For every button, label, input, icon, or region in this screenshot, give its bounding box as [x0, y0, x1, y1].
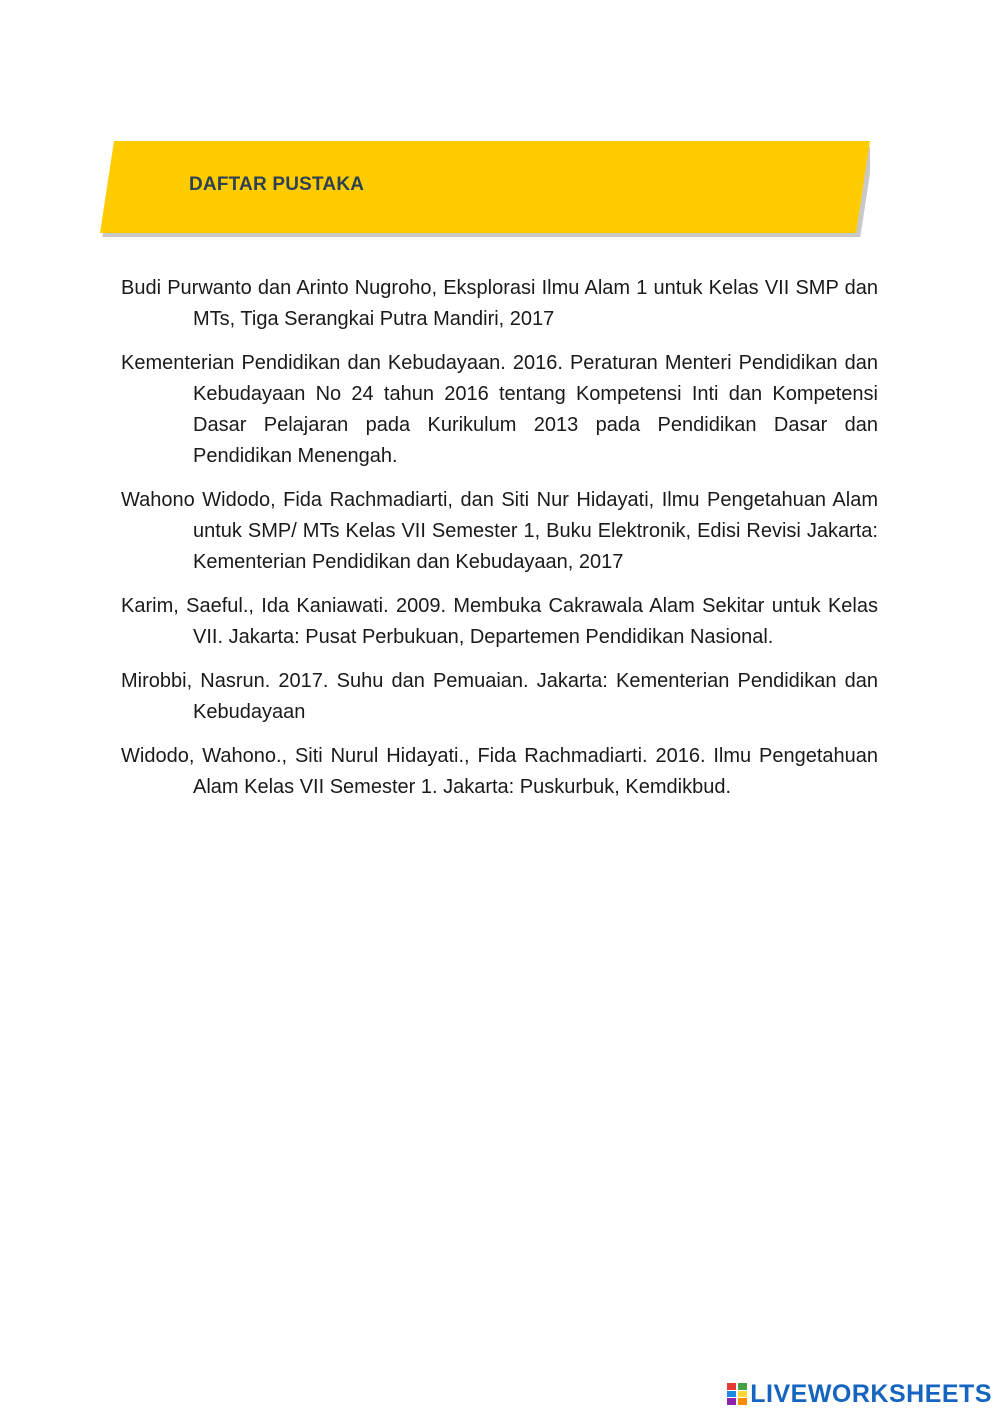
reference-item: Widodo, Wahono., Siti Nurul Hidayati., Fida Rachmadiarti. 2016. Ilmu Pengetahuan Alam Kelas VII Semester 1. Jakarta: Puskurbuk, Kemdikbud. — [121, 745, 878, 798]
reference-list — [121, 273, 878, 816]
title-banner — [100, 141, 870, 237]
logo-text: LIVEWORKSHEETS — [750, 1379, 992, 1408]
page-title: DAFTAR PUSTAKA — [189, 174, 365, 195]
reference-item: Mirobbi, Nasrun. 2017. Suhu dan Pemuaian. Jakarta: Kementerian Pendidikan dan Kebudayaan — [121, 670, 878, 723]
liveworksheets-logo[interactable] — [727, 1379, 992, 1409]
reference-item: Kementerian Pendidikan dan Kebudayaan. 2016. Peraturan Menteri Pendidikan dan Kebudayaan No 24 tahun 2016 tentang Kompetensi Inti dan Kompetensi Dasar Pelajaran pada Kurikulum 2013 pada Pendidikan Dasar dan Pendidikan Menengah. — [121, 352, 878, 467]
reference-item: Karim, Saeful., Ida Kaniawati. 2009. Membuka Cakrawala Alam Sekitar untuk Kelas VII. Jakarta: Pusat Perbukuan, Departemen Pendidikan Nasional. — [121, 595, 878, 648]
reference-item: Budi Purwanto dan Arinto Nugroho, Eksplorasi Ilmu Alam 1 untuk Kelas VII SMP dan MTs, Tiga Serangkai Putra Mandiri, 2017 — [121, 277, 878, 330]
reference-item: Wahono Widodo, Fida Rachmadiarti, dan Siti Nur Hidayati, Ilmu Pengetahuan Alam untuk SMP/ MTs Kelas VII Semester 1, Buku Elektronik, Edisi Revisi Jakarta: Kementerian Pendidikan dan Kebudayaan, 2017 — [121, 489, 878, 573]
liveworksheets-logo-icon — [727, 1383, 747, 1405]
